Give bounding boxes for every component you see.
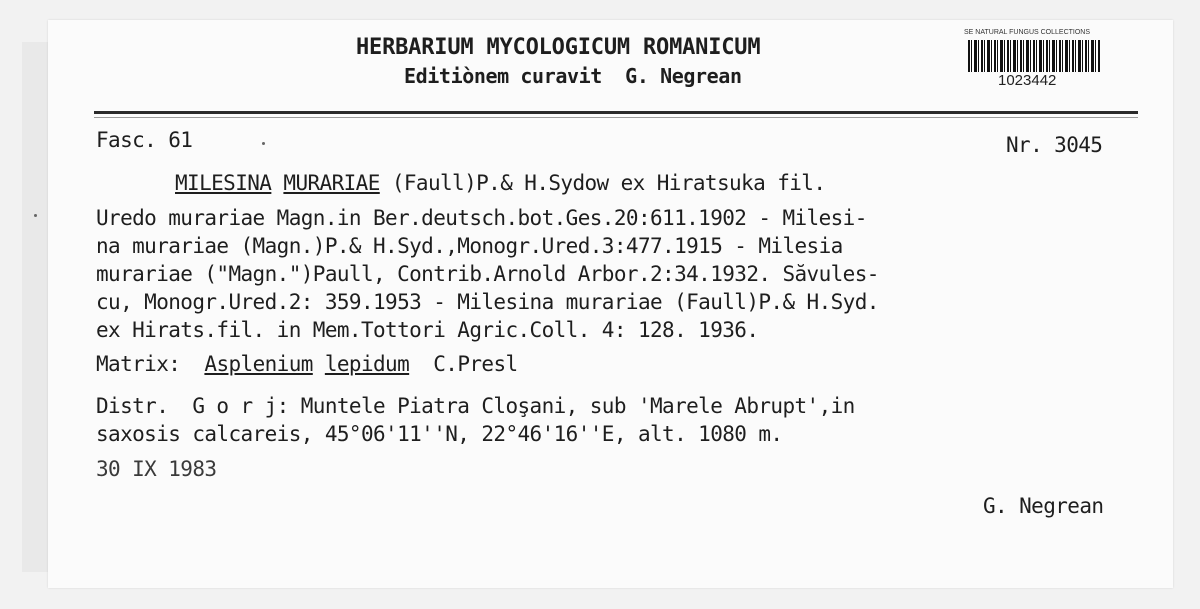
species-genus: MILESINA — [175, 171, 272, 195]
synonymy-line: na murariae (Magn.)P.& H.Syd.,Monogr.Ured.3:477.1915 - Milesia — [96, 234, 843, 258]
host-authority: C.Presl — [433, 352, 518, 376]
collector-name: G. Negrean — [983, 494, 1104, 518]
distribution-line: Distr. G o r j: Muntele Piatra Cloşani, sub 'Marele Abrupt',in — [96, 394, 855, 418]
speck — [262, 142, 265, 145]
editor-line: Editiònem curavit G. Negrean — [404, 64, 742, 88]
exsiccata-number: Nr. 3045 — [1006, 133, 1103, 157]
synonymy-line: Uredo murariae Magn.in Ber.deutsch.bot.Ges.20:611.1902 - Milesi- — [96, 206, 867, 230]
host-genus: Asplenium — [204, 352, 313, 376]
header-rule-thin — [94, 117, 1138, 118]
species-authority: (Faull)P.& H.Sydow ex Hiratsuka fil. — [391, 171, 826, 195]
fascicle-number: Fasc. 61 — [96, 128, 193, 152]
matrix-line — [96, 351, 518, 377]
collection-date: 30 IX 1983 — [96, 457, 217, 481]
herbarium-title: HERBARIUM MYCOLOGICUM ROMANICUM — [356, 35, 761, 60]
distribution-line: saxosis calcareis, 45°06'11''N, 22°46'16''E, alt. 1080 m. — [96, 422, 783, 446]
barcode-icon — [968, 40, 1100, 72]
host-epithet: lepidum — [324, 352, 410, 376]
synonymy-line: cu, Monogr.Ured.2: 359.1953 - Milesina murariae (Faull)P.& H.Syd. — [96, 290, 879, 314]
matrix-label: Matrix: — [96, 352, 181, 376]
species-epithet: MURARIAE — [283, 171, 380, 195]
species-name — [175, 170, 825, 196]
barcode-number: 1023442 — [998, 72, 1057, 89]
synonymy-line: murariae ("Magn.")Paull, Contrib.Arnold Arbor.2:34.1932. Săvules- — [96, 262, 879, 286]
synonymy-line: ex Hirats.fil. in Mem.Tottori Agric.Coll. 4: 128. 1936. — [96, 318, 759, 342]
header-rule — [94, 111, 1138, 114]
speck — [34, 214, 37, 217]
barcode-institution: SE NATURAL FUNGUS COLLECTIONS — [964, 29, 1091, 36]
barcode-sticker — [958, 28, 1106, 92]
